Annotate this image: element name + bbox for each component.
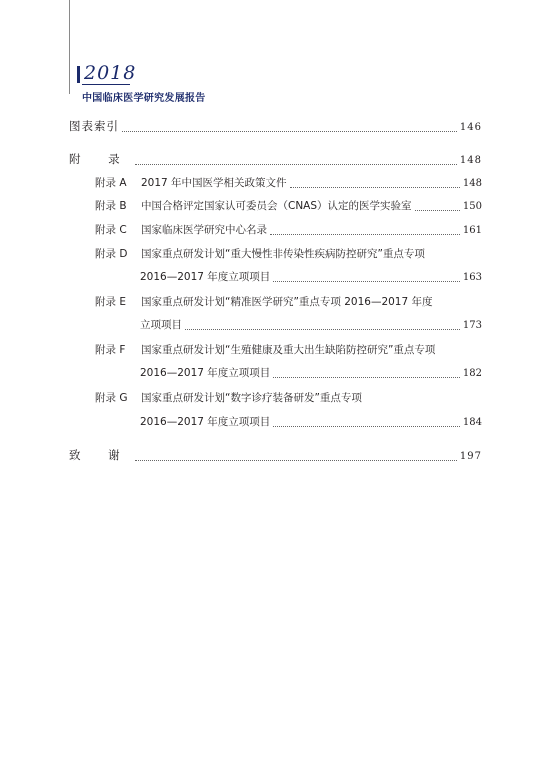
leader-dots (185, 319, 460, 330)
toc-page-number: 161 (462, 225, 482, 236)
toc-title: 图表索引 (69, 119, 119, 133)
appendix-prefix: 附录 C (95, 224, 127, 236)
toc-page-number: 146 (459, 122, 482, 133)
toc-entry-appendix-d[interactable] (95, 247, 482, 261)
leader-dots (273, 367, 460, 378)
toc-entry-appendix-f-cont[interactable] (140, 366, 482, 381)
toc-entry-appendix[interactable] (69, 152, 482, 168)
appendix-title-cont: 2016—2017 年度立项项目 (140, 271, 271, 283)
toc-title: 附 录 (69, 152, 132, 166)
toc-entry-appendix-e-cont[interactable] (140, 318, 482, 333)
toc-page-number: 173 (462, 320, 482, 331)
appendix-title-cont: 立项项目 (140, 319, 182, 331)
toc-page-number: 182 (462, 368, 482, 379)
margin-rule (69, 0, 70, 94)
appendix-title: 国家重点研发计划“精准医学研究”重点专项 2016—2017 年度 (141, 296, 433, 308)
toc-entry-appendix-c[interactable] (95, 223, 482, 238)
appendix-prefix: 附录 F (95, 344, 126, 356)
toc-entry-appendix-g-cont[interactable] (140, 415, 482, 430)
toc-entry-figure-index[interactable] (69, 119, 482, 135)
leader-dots (273, 416, 460, 427)
toc-page-number: 184 (462, 417, 482, 428)
appendix-prefix: 附录 E (95, 296, 126, 308)
appendix-prefix: 附录 G (95, 392, 128, 404)
toc-entry-acknowledgement[interactable] (69, 448, 482, 464)
appendix-title: 2017 年中国医学相关政策文件 (141, 177, 287, 189)
leader-dots (135, 450, 457, 461)
toc-page-number: 148 (462, 178, 482, 189)
appendix-title: 国家重点研发计划“重大慢性非传染性疾病防控研究”重点专项 (141, 248, 425, 260)
report-title: 中国临床医学研究发展报告 (82, 93, 206, 104)
toc-entry-appendix-b[interactable] (95, 199, 482, 214)
toc-entry-appendix-a[interactable] (95, 176, 482, 191)
leader-dots (135, 154, 457, 165)
appendix-title-cont: 2016—2017 年度立项项目 (140, 416, 271, 428)
year-accent-bar (77, 66, 80, 83)
appendix-prefix: 附录 A (95, 177, 127, 189)
appendix-title: 国家临床医学研究中心名录 (141, 224, 267, 236)
appendix-title: 中国合格评定国家认可委员会（CNAS）认定的医学实验室 (141, 200, 412, 212)
appendix-prefix: 附录 B (95, 200, 127, 212)
appendix-title: 国家重点研发计划“数字诊疗装备研发”重点专项 (141, 392, 362, 404)
leader-dots (122, 121, 457, 132)
report-year: 2018 (84, 62, 137, 84)
appendix-title-cont: 2016—2017 年度立项项目 (140, 367, 271, 379)
toc-page-number: 150 (462, 201, 482, 212)
toc-entry-appendix-f[interactable] (95, 343, 482, 357)
toc-page-number: 163 (462, 272, 482, 283)
toc-page-number: 197 (459, 451, 482, 462)
toc-entry-appendix-e[interactable] (95, 295, 482, 309)
year-underline (82, 84, 130, 85)
leader-dots (270, 224, 460, 235)
leader-dots (290, 177, 460, 188)
toc-page-number: 148 (459, 155, 482, 166)
leader-dots (415, 200, 460, 211)
toc-entry-appendix-g[interactable] (95, 391, 482, 405)
appendix-title: 国家重点研发计划“生殖健康及重大出生缺陷防控研究”重点专项 (141, 344, 436, 356)
leader-dots (273, 271, 460, 282)
toc-entry-appendix-d-cont[interactable] (140, 270, 482, 285)
appendix-prefix: 附录 D (95, 248, 128, 260)
toc-title: 致 谢 (69, 448, 132, 462)
